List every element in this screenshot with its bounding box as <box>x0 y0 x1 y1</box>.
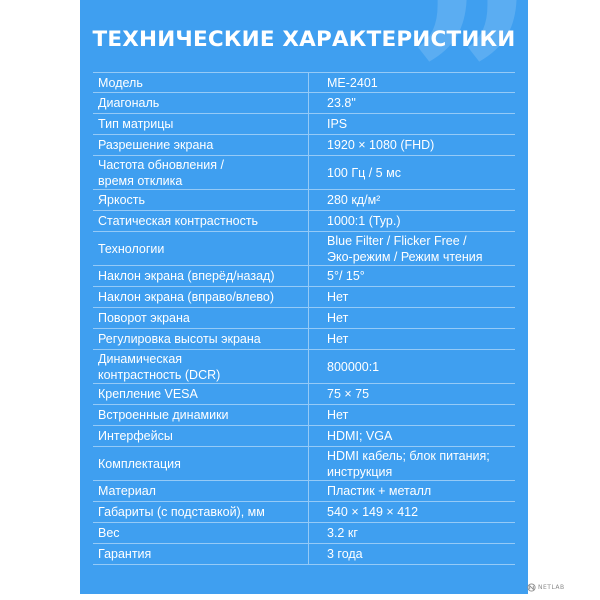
spec-row <box>93 447 515 481</box>
spec-row <box>93 308 515 329</box>
spec-value: Нет <box>327 290 349 304</box>
spec-row <box>93 72 515 93</box>
spec-label: Интерфейсы <box>93 426 309 446</box>
spec-row <box>93 156 515 190</box>
watermark-text: NETLAB <box>538 584 565 591</box>
spec-value: Blue Filter / Flicker Free / Эко-режим / Режим чтения <box>327 233 483 264</box>
spec-value: 75 × 75 <box>327 387 370 401</box>
netlab-watermark <box>527 583 565 592</box>
spec-value: Нет <box>327 332 349 346</box>
spec-row <box>93 211 515 232</box>
spec-row <box>93 481 515 502</box>
spec-value: 3.2 кг <box>327 526 358 540</box>
spec-label: Наклон экрана (вправо/влево) <box>93 287 309 307</box>
spec-value: Нет <box>327 408 349 422</box>
spec-label: Крепление VESA <box>93 384 309 404</box>
spec-label: Поворот экрана <box>93 308 309 328</box>
spec-row <box>93 405 515 426</box>
spec-label: Гарантия <box>93 544 309 564</box>
spec-label: Встроенные динамики <box>93 405 309 425</box>
spec-value: 23.8" <box>327 96 356 110</box>
spec-row <box>93 502 515 523</box>
spec-label: Технологии <box>93 232 309 265</box>
spec-row <box>93 135 515 156</box>
spec-row <box>93 523 515 544</box>
spec-label: Комплектация <box>93 447 309 480</box>
spec-row <box>93 190 515 211</box>
spec-label: Вес <box>93 523 309 543</box>
spec-row <box>93 114 515 135</box>
spec-label: Разрешение экрана <box>93 135 309 155</box>
spec-value: Пластик + металл <box>327 484 432 498</box>
spec-row <box>93 232 515 266</box>
spec-panel <box>80 0 528 594</box>
spec-label: Габариты (с подставкой), мм <box>93 502 309 522</box>
spec-label: Частота обновления / время отклика <box>93 156 309 189</box>
spec-row <box>93 544 515 565</box>
spec-label: Яркость <box>93 190 309 210</box>
spec-row <box>93 384 515 405</box>
spec-value: 540 × 149 × 412 <box>327 505 419 519</box>
spec-label: Статическая контрастность <box>93 211 309 231</box>
spec-row <box>93 266 515 287</box>
spec-value: HDMI кабель; блок питания; инструкция <box>327 448 490 479</box>
spec-label: Регулировка высоты экрана <box>93 329 309 349</box>
spec-value: 280 кд/м² <box>327 193 381 207</box>
spec-row <box>93 93 515 114</box>
spec-value: 800000:1 <box>327 359 380 374</box>
spec-label: Диагональ <box>93 93 309 113</box>
spec-row <box>93 329 515 350</box>
spec-value: 3 года <box>327 547 363 561</box>
spec-value: 1920 × 1080 (FHD) <box>327 138 435 152</box>
spec-label: Наклон экрана (вперёд/назад) <box>93 266 309 286</box>
spec-row <box>93 287 515 308</box>
spec-label: Модель <box>93 73 309 92</box>
spec-value: 1000:1 (Тур.) <box>327 214 401 228</box>
spec-label: Динамическая контрастность (DCR) <box>93 350 309 383</box>
spec-value: HDMI; VGA <box>327 429 393 443</box>
netlab-logo-icon <box>527 583 536 592</box>
spec-row <box>93 350 515 384</box>
spec-value: ME-2401 <box>327 75 378 90</box>
spec-value: Нет <box>327 311 349 325</box>
spec-label: Материал <box>93 481 309 501</box>
spec-label: Тип матрицы <box>93 114 309 134</box>
spec-value: 100 Гц / 5 мс <box>327 165 401 180</box>
spec-value: IPS <box>327 117 348 131</box>
spec-value: 5°/ 15° <box>327 269 365 283</box>
spec-row <box>93 426 515 447</box>
spec-table <box>93 72 515 565</box>
quote-mark-decoration: ” <box>407 0 520 211</box>
page-title: ТЕХНИЧЕСКИЕ ХАРАКТЕРИСТИКИ <box>92 27 516 52</box>
